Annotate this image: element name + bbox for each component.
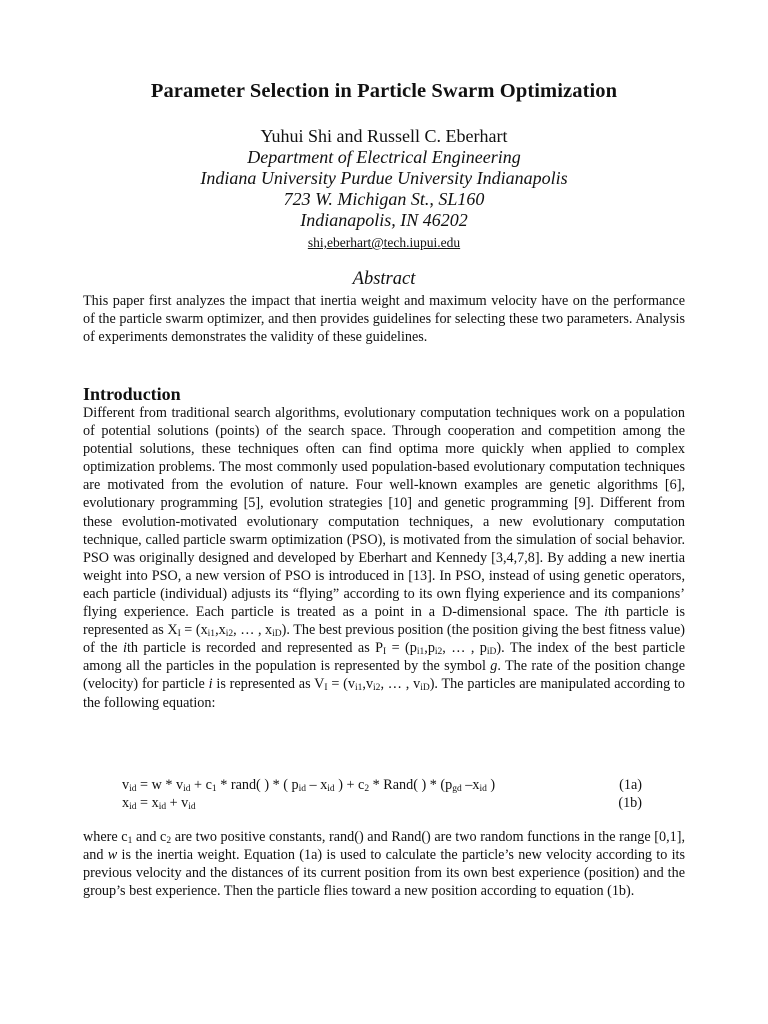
introduction-heading: Introduction	[83, 384, 181, 404]
affiliation-city: Indianapolis, IN 46202	[300, 210, 468, 230]
introduction-paragraph-1: Different from traditional search algorithms, evolutionary computation techniques work on a population of potential solutions (points) of the search space. Through cooperation and competition among the potential solutions, these techniques often can find optima more quickly when applied to complex optimization problems. The most commonly used population-based evolutionary computation techniques are motivated from the evolution of nature. Four well-known examples are genetic algorithms [6], evolutionary programming [5], evolution strategies [10] and genetic programming [9]. Different from these evolution-motivated evolutionary computation techniques, a new evolutionary computation technique, called particle swarm optimization (PSO), is motivated from the simulation of social behavior. PSO was originally designed and developed by Eberhart and Kennedy [3,4,7,8]. By adding a new inertia weight into PSO, a new version of PSO is introduced in [13]. In PSO, instead of using genetic operators, each particle (individual) adjusts its “flying” according to its own flying experience and its companions’ flying experience. Each particle is treated as a point in a D-dimensional space. The ith particle is represented as $X_I = (x_{i1},x_{i2}$, … , $x_{iD}$). The best previous position (the position giving the best fitness value) of the ith particle is recorded and represented as $P_I = (p_{i1},p_{i2}$, … , $p_{iD}$). The index of the best particle among all the particles in the population is represented by the symbol g. The rate of the position change (velocity) for particle i is represented as $V_I = (v_{i1},v_{i2}$, … , $v_{iD}$). The particles are manipulated according to the following equation:	[83, 405, 686, 711]
equation-1b-number: (1b)	[618, 795, 642, 811]
affiliation-address: 723 W. Michigan St., SL160	[283, 189, 485, 209]
equation-1b: $x_{id} = x_{id} + v_{id}$ (1b)	[122, 795, 642, 812]
equation-1a-number: (1a)	[619, 777, 642, 793]
email-line	[0, 231, 768, 253]
introduction-paragraph-2: where $c_1$ and $c_2$ are two positive constants, rand() and Rand() are two random functions in the range [0,1], and w is the inertia weight. Equation (1a) is used to calculate the particle’s new velocity according to its previous velocity and the distances of its current position from its own best experience (position) and the group’s best experience. Then the particle flies toward a new position according to equation (1b).	[83, 829, 685, 900]
abstract-text: This paper first analyzes the impact that inertia weight and maximum velocity have on the performance of the particle swarm optimizer, and then provides guidelines for selecting these two parameters. Analysis of experiments demonstrates the validity of these guidelines.	[83, 293, 685, 346]
author-email[interactable]: shi,eberhart@tech.iupui.edu	[307, 235, 461, 250]
equation-1a: $v_{id} = w * v_{id} + c_1$ * rand( ) * ( $p_{id} - x_{id}$ ) + $c_2$ * Rand( ) * ($p_{gd}$ $-x_{id}$ ) (1a)	[122, 777, 642, 794]
authors: Yuhui Shi and Russell C. Eberhart	[260, 126, 508, 146]
affiliation-university: Indiana University Purdue University Indianapolis	[200, 168, 568, 188]
paper-title: Parameter Selection in Particle Swarm Optimization	[150, 80, 618, 102]
abstract-heading: Abstract	[352, 269, 416, 289]
affiliation-department: Department of Electrical Engineering	[247, 147, 521, 167]
